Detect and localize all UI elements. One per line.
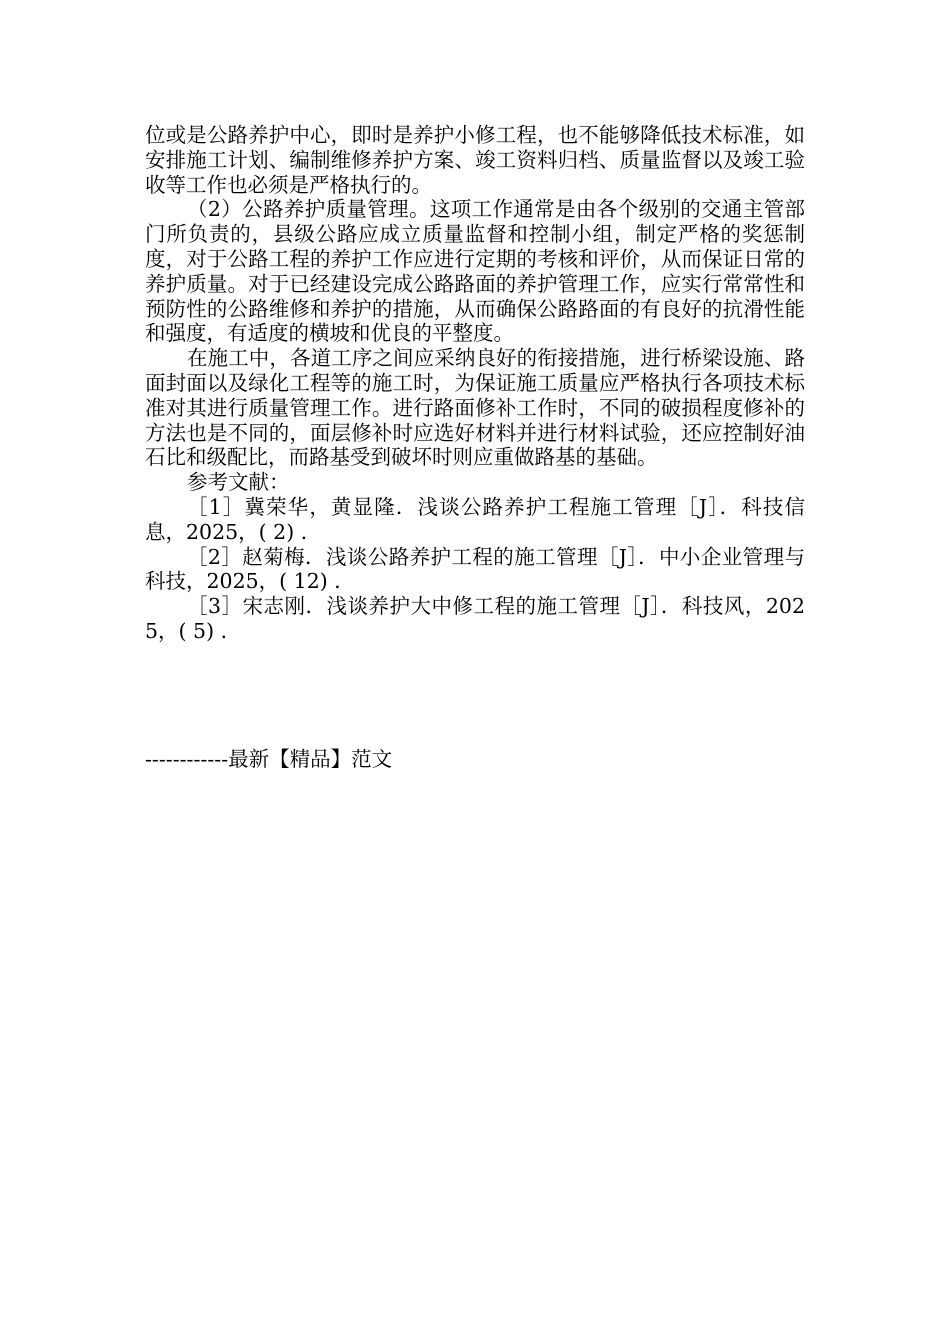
footer-label: ------------最新【精品】范文 xyxy=(145,747,393,771)
paragraph-continuation: 位或是公路养护中心，即时是养护小修工程，也不能够降低技术标准，如安排施工计划、编制维修养护方案、竣工资料归档、质量监督以及竣工验收等工作也必须是严格执行的。 xyxy=(145,123,805,197)
paragraph-construction: 在施工中，各道工序之间应采纳良好的衔接措施，进行桥梁设施、路面封面以及绿化工程等的施工时，为保证施工质量应严格执行各项技术标准对其进行质量管理工作。进行路面修补工作时，不同的破损程度修补的方法也是不同的，面层修补时应选好材料并进行材料试验，还应控制好油石比和级配比，而路基受到破坏时则应重做路基的基础。 xyxy=(145,346,805,470)
reference-item-1: ［1］冀荣华，黄显隆．浅谈公路养护工程施工管理［J］．科技信息，2025，( 2) ． xyxy=(145,494,805,544)
reference-item-3: ［3］宋志刚．浅谈养护大中修工程的施工管理［J］．科技风，2025，( 5) ． xyxy=(145,594,805,643)
references-heading: 参考文献： xyxy=(187,470,290,495)
reference-item-2: ［2］赵菊梅．浅谈公路养护工程的施工管理［J］．中小企业管理与科技，2025，( 12) ． xyxy=(145,544,805,594)
document-body xyxy=(145,123,805,644)
paragraph-quality-management: （2）公路养护质量管理。这项工作通常是由各个级别的交通主管部门所负责的，县级公路应成立质量监督和控制小组，制定严格的奖惩制度，对于公路工程的养护工作应进行定期的考核和评价，从而保证日常的养护质量。对于已经建设完成公路路面的养护管理工作，应实行常常性和预防性的公路维修和养护的措施，从而确保公路路面的有良好的抗滑性能和强度，有适度的横坡和优良的平整度。 xyxy=(145,197,805,346)
